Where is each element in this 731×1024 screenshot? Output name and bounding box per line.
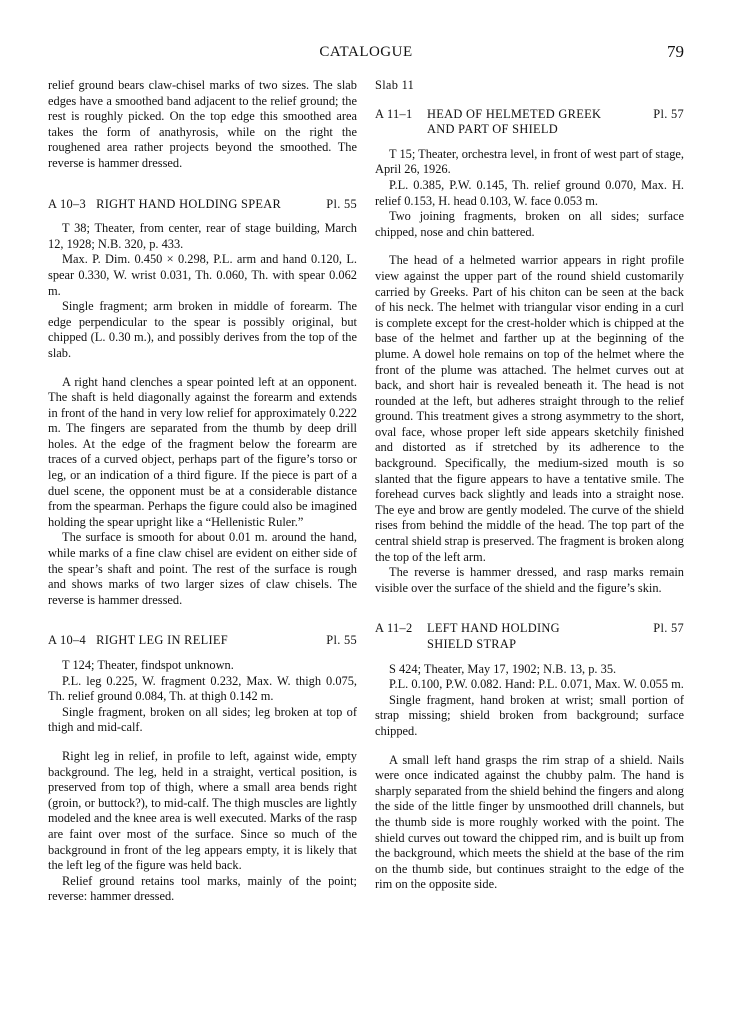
page-number: 79 <box>667 42 684 61</box>
entry-title <box>427 107 601 138</box>
findspot: T 38; Theater, from center, rear of stage building, March 12, 1928; N.B. 320, p. 433. <box>48 221 357 251</box>
dimensions: P.L. 0.100, P.W. 0.082. Hand: P.L. 0.071, Max. W. 0.055 m. <box>389 677 684 692</box>
entry-title-line: LEFT HAND HOLDING <box>427 621 560 636</box>
entry-number: A 10–4 <box>48 633 86 648</box>
condition: Single fragment; arm broken in middle of forearm. The edge perpendicular to the spear is possibly original, but chipped (L. 0.30 m.), and possibly derives from the top of the slab. <box>48 299 357 360</box>
dimensions: P.L. 0.385, P.W. 0.145, Th. relief ground 0.070, Max. H. relief 0.153, H. head 0.103, W. face 0.053 m. <box>375 177 684 208</box>
dimensions: P.L. leg 0.225, W. fragment 0.232, Max. W. thigh 0.075, Th. relief ground 0.084, Th. at thigh 0.142 m. <box>48 673 357 704</box>
description: The reverse is hammer dressed, and rasp marks remain visible over the surface of the shield and the figure’s skin. <box>375 565 684 595</box>
entry-heading <box>375 621 684 652</box>
entry-a10-4 <box>48 633 357 905</box>
entry-title: RIGHT HAND HOLDING SPEAR <box>96 196 282 211</box>
description: A right hand clenches a spear pointed left at an opponent. The shaft is held diagonally against the forearm and extends in front of the hand in very low relief for approximately 0.222 m. The fingers are separated from the thumb by deep drill holes. At the edge of the fragment below the forearm are traces of a curved object, perhaps part of the figure’s torso or leg, or an indication of a third figure. If the piece is part of a duel scene, the opponent must be at a considerable distance from the spearman. Perhaps the figure could also be imagined holding the spear upright like a “Hellenistic Ruler.” <box>48 374 357 529</box>
plate-ref: Pl. 55 <box>326 196 357 211</box>
entry-title: RIGHT LEG IN RELIEF <box>96 633 228 648</box>
page-header <box>48 44 684 64</box>
continued-paragraph: relief ground bears claw-chisel marks of two sizes. The slab edges have a smoothed band adjacent to the relief ground; the rest is roughly picked. On the top edge this smoothed area takes the form of anathyrosis, while on the right the roughened area rather projects beyond the smoothed. The reverse is hammer dressed. <box>48 78 357 170</box>
description: A small left hand grasps the rim strap of a shield. Nails were once indicated against the chubby palm. The hand is sharply separated from the shield behind the fingers and along the side of the little finger by unsmoothed drill channels, but the thumb side is more roughly worked with the point. The shield curves out toward the chipped rim, and is built up from the background, which meets the shield at the base of the rim on the thumb side, but continues straight to the edge of the rim on the opposite side. <box>375 752 684 892</box>
description: Relief ground retains tool marks, mainly of the point; reverse: hammer dressed. <box>48 873 357 904</box>
entry-number: A 11–2 <box>375 621 413 636</box>
plate-ref: Pl. 57 <box>653 106 684 121</box>
left-column <box>48 78 357 905</box>
condition: Single fragment, broken on all sides; leg broken at top of thigh and mid-calf. <box>48 704 357 735</box>
plate-ref: Pl. 55 <box>326 633 357 648</box>
entry-a10-3 <box>48 197 357 609</box>
slab-label: Slab 11 <box>375 78 415 92</box>
entry-title <box>427 621 560 652</box>
plate-ref: Pl. 57 <box>653 621 684 636</box>
findspot: T 124; Theater, findspot unknown. <box>62 658 234 672</box>
entry-a11-2 <box>375 621 684 893</box>
entry-title-line: HEAD OF HELMETED GREEK <box>427 106 602 121</box>
entry-title-line: SHIELD STRAP <box>427 637 517 651</box>
description: The head of a helmeted warrior appears in right profile view against the upper part of the round shield customarily carried by Greeks. Part of his chiton can be seen at the back of his neck. The helmet with triangular visor ending in a curl is complete except for the crest-holder which is chipped at the base of the helmet and farther up at the beginning of the plume. A dowel hole remains on top of the helmet where the front of the plume was attached. The helmet curves out at back, and short hair is revealed beneath it. The head is not rounded at the left, but adheres straight through to the relief ground. This treatment gives a strong asymmetry to the short, oval face, whose proper left side appears sketchily finished and distorted as if stretched by its adherence to the background. Specifically, the medium-sized mouth is so slanted that the figure appears to have a tentative smile. The forehead curves back slightly and leads into a straight nose. The eye and brow are gently modeled. The curve of the shield rises from behind the middle of the head. The top part of the central shield strap is preserved. The fragment is broken along the top of the left arm. <box>375 253 684 564</box>
entry-number: A 10–3 <box>48 196 86 211</box>
entry-title-line: AND PART OF SHIELD <box>427 122 558 137</box>
entry-a11-1 <box>375 107 684 597</box>
entry-number: A 11–1 <box>375 106 413 121</box>
entry-heading <box>48 197 357 213</box>
findspot: T 15; Theater, orchestra level, in front of west part of stage, April 26, 1926. <box>375 146 684 177</box>
condition: Two joining fragments, broken on all sides; surface chipped, nose and chin battered. <box>375 209 684 239</box>
right-column <box>375 78 684 893</box>
dimensions: Max. P. Dim. 0.450 × 0.298, P.L. arm and hand 0.120, L. spear 0.330, W. wrist 0.031, Th. 0.060, Th. with spear 0.062 m. <box>48 252 357 298</box>
findspot: S 424; Theater, May 17, 1902; N.B. 13, p. 35. <box>389 661 617 676</box>
description: Right leg in relief, in profile to left, against wide, empty background. The leg, held in a straight, vertical position, is preserved from top of thigh, where a small area bends right (groin, or buttock?), to mid-calf. The thigh muscles are lightly modeled and the knee area is well executed. Marks of the rasp are faint over most of the surface. Since so much of the background in front of the leg appears empty, it is likely that the left leg of the figure was held back. <box>48 748 357 873</box>
running-title: CATALOGUE <box>319 44 413 60</box>
condition: Single fragment, hand broken at wrist; small portion of strap missing; shield broken from background; surface chipped. <box>375 692 684 738</box>
description: The surface is smooth for about 0.01 m. around the hand, while marks of a fine claw chisel are evident on either side of the spear’s shaft and point. The rest of the surface is rough and shows marks of two larger sizes of claw chisels. The reverse is hammer dressed. <box>48 530 357 607</box>
entry-heading <box>375 107 684 138</box>
entry-heading <box>48 633 357 649</box>
